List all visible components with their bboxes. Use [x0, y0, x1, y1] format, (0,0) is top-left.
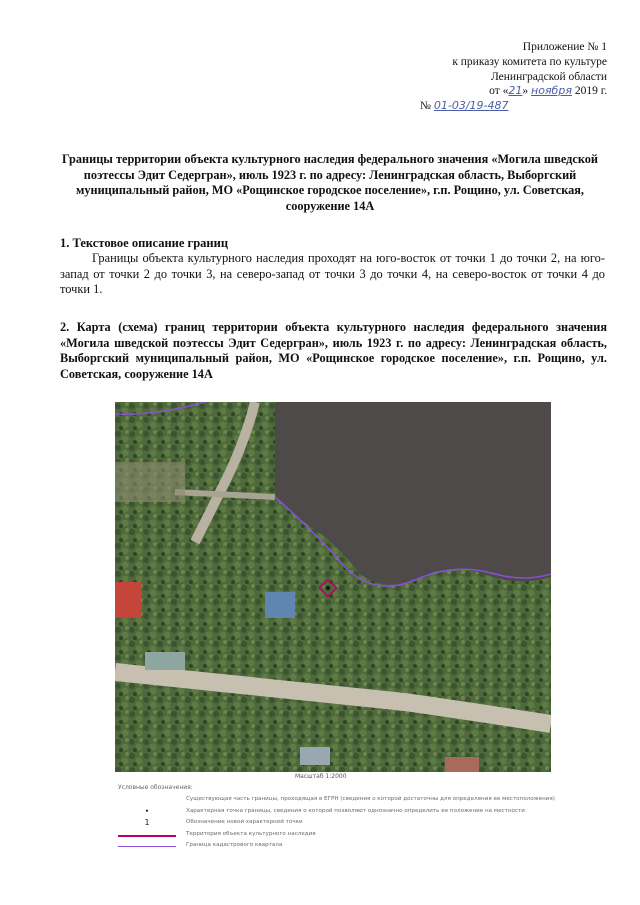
- legend-item-new-point: [118, 817, 558, 829]
- legend-point-symbol: •: [145, 805, 149, 816]
- legend-text: Территория объекта культурного наследия: [186, 830, 316, 837]
- legend-item-existing-boundary: [118, 794, 558, 806]
- map-legend: [118, 794, 558, 852]
- number-prefix: №: [420, 100, 431, 113]
- legend-item-characteristic-point: [118, 806, 558, 818]
- legend-heritage-line: [118, 829, 176, 837]
- legend-symbol: [118, 794, 176, 805]
- legend-item-cadastral-boundary: [118, 840, 558, 852]
- building: [145, 652, 185, 670]
- blue-roof-building: [265, 592, 295, 618]
- appendix-line-2: к приказу комитета по культуре: [452, 55, 607, 68]
- legend-text: Обозначение новой характерной точки: [186, 819, 303, 825]
- date-year: 2019 г.: [574, 85, 607, 98]
- appendix-block: [387, 40, 607, 114]
- date-prefix: от «: [489, 85, 509, 98]
- appendix-number: [387, 99, 607, 114]
- map-image: [115, 402, 551, 772]
- map-scale: Масштаб 1:2000: [295, 773, 347, 780]
- legend-item-heritage-territory: [118, 829, 558, 841]
- building: [445, 757, 479, 772]
- date-month: ноября: [531, 84, 572, 98]
- clearing: [115, 462, 185, 502]
- number-value: 01-03/19-487: [433, 99, 509, 113]
- appendix-date: [387, 84, 607, 99]
- red-roof-building: [115, 582, 141, 618]
- legend-text: Существующая часть границы, проходящая в ЕГРН (сведения о которой достаточны для определения ее местоположения): [186, 796, 555, 802]
- satellite-map: [115, 402, 551, 772]
- legend-text: Граница кадастрового квартала: [186, 842, 283, 848]
- legend-title: Условные обозначения:: [118, 784, 193, 791]
- document-title: Границы территории объекта культурного наследия федерального значения «Могила шведской поэтессы Эдит Седергран», июль 1923 г. по адресу: Ленинградская область, Выборгский муниципальный район, МО «Рощинское городское поселение», г.п. Рощино, ул. Советская, сооружение 14А: [61, 152, 599, 213]
- boundary-point: [326, 586, 330, 590]
- legend-cadastral-line: [118, 840, 176, 847]
- appendix-line-1: Приложение № 1: [522, 41, 607, 53]
- date-mid: »: [522, 85, 529, 98]
- section2-heading: 2. Карта (схема) границ территории объекта культурного наследия федерального значения «Могила шведской поэтессы Эдит Седергран», июль 1923 г. по адресу: Ленинградская область, Выборгский муниципальный район, МО «Рощинское городское поселение», г.п. Рощино, ул. Советская, сооружение 14А: [60, 320, 607, 381]
- section1-heading: 1. Текстовое описание границ: [60, 236, 229, 250]
- section1-text: Границы объекта культурного наследия проходят на юго-восток от точки 1 до точки 2, на юго-запад от точки 2 до точки 3, на северо-запад от точки 3 до точки 4, на северо-восток от точки 4 до точки 1.: [60, 251, 605, 296]
- date-day: 21: [508, 84, 523, 98]
- building: [300, 747, 330, 765]
- appendix-line-3: Ленинградской области: [490, 70, 607, 83]
- legend-text: Характерная точка границы, сведения о которой позволяют однозначно определить ее положение на местности: [186, 807, 525, 814]
- legend-number-symbol: 1: [144, 818, 150, 827]
